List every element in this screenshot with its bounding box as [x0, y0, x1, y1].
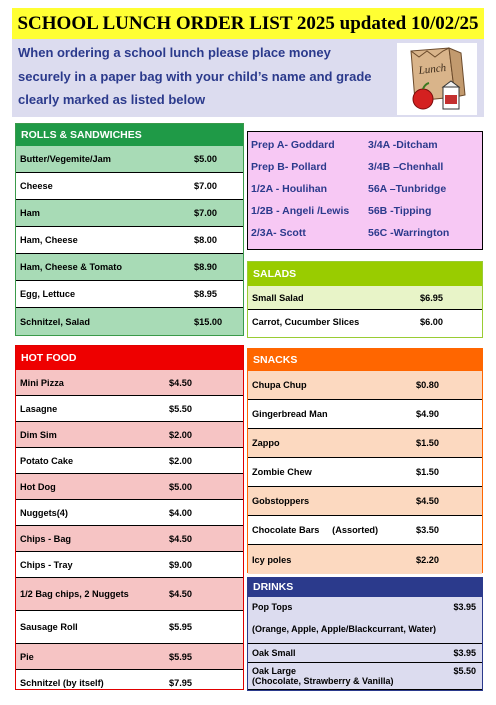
item-name: Schnitzel (by itself) — [20, 678, 104, 688]
item-price: $5.95 — [169, 651, 192, 662]
class-label: 1/2B - Angeli /Lewis — [251, 205, 350, 217]
item-price: $4.50 — [169, 533, 192, 544]
menu-row — [16, 644, 243, 670]
item-name: Pie — [20, 651, 34, 662]
menu-row — [248, 371, 482, 400]
item-name: Chocolate Bars (Assorted) — [252, 525, 379, 535]
item-price: $5.50 — [169, 403, 192, 414]
item-price: $7.00 — [194, 208, 217, 218]
item-name: Mini Pizza — [20, 377, 64, 388]
item-name: Dim Sim — [20, 429, 57, 440]
menu-row — [16, 670, 243, 696]
item-price: $3.50 — [416, 525, 439, 535]
menu-row — [16, 500, 243, 526]
item-price: $8.95 — [194, 289, 217, 299]
class-label: 56A –Tunbridge — [368, 183, 447, 195]
item-name: 1/2 Bag chips, 2 Nuggets — [20, 589, 129, 599]
item-name: Pop Tops — [252, 602, 293, 612]
item-price: $7.95 — [169, 678, 192, 688]
class-label: 1/2A - Houlihan — [251, 183, 328, 195]
menu-row — [248, 429, 482, 458]
class-label: 3/4A -Ditcham — [368, 139, 438, 151]
item-price: $4.50 — [169, 377, 192, 388]
class-label: 2/3A- Scott — [251, 227, 306, 239]
class-label: 3/4B –Chenhall — [368, 161, 444, 173]
item-name: Ham — [20, 208, 40, 218]
menu-row — [248, 286, 482, 310]
hot-food-header: HOT FOOD — [16, 346, 243, 370]
menu-row — [16, 422, 243, 448]
menu-row — [16, 370, 243, 396]
item-name: Oak Small — [252, 648, 296, 658]
item-name: Icy poles — [252, 554, 292, 565]
item-name: Cheese — [20, 181, 53, 191]
item-name: Schnitzel, Salad — [20, 316, 90, 327]
menu-row — [16, 448, 243, 474]
item-price: $6.95 — [420, 292, 443, 303]
item-price: $2.00 — [169, 455, 192, 466]
item-name: Zombie Chew — [252, 467, 312, 477]
drink-row-pop-tops — [248, 597, 482, 644]
item-price: $1.50 — [416, 467, 439, 477]
item-price: $1.50 — [416, 438, 439, 448]
menu-row — [16, 526, 243, 552]
item-name: Potato Cake — [20, 455, 74, 466]
menu-row — [16, 474, 243, 500]
item-flavours: (Orange, Apple, Apple/Blackcurrant, Water) — [252, 624, 437, 634]
page-title: SCHOOL LUNCH ORDER LIST 2025 updated 10/02/25 — [12, 8, 484, 39]
item-price: $4.50 — [169, 589, 192, 599]
menu-row — [248, 487, 482, 516]
item-name: Egg, Lettuce — [20, 289, 76, 299]
class-label: Prep A- Goddard — [251, 139, 335, 151]
class-label: Prep B- Pollard — [251, 161, 327, 173]
item-price: $5.95 — [169, 622, 192, 632]
class-label: 56B -Tipping — [368, 205, 432, 217]
item-name: Chips - Tray — [20, 559, 73, 570]
item-price: $8.90 — [194, 262, 217, 272]
intro-line: securely in a paper bag with your child’s name and grade — [18, 68, 372, 84]
item-price: $7.00 — [194, 181, 217, 191]
intro-line: When ordering a school lunch please place money — [18, 45, 331, 60]
hot-food-panel — [15, 345, 244, 690]
menu-row — [16, 611, 243, 644]
item-name: Gingerbread Man — [252, 409, 328, 419]
item-price: $4.50 — [416, 496, 439, 506]
menu-row — [16, 396, 243, 422]
menu-row — [248, 545, 482, 574]
rolls-sandwiches-panel — [15, 123, 244, 336]
item-name: Zappo — [252, 438, 280, 448]
salads-header: SALADS — [248, 262, 482, 286]
item-price: $3.95 — [453, 648, 476, 658]
menu-row — [248, 458, 482, 487]
intro-line: clearly marked as listed below — [18, 92, 206, 107]
item-name: Chupa Chup — [252, 380, 307, 390]
menu-row — [248, 310, 482, 334]
menu-row — [16, 227, 243, 254]
item-name: Small Salad — [252, 292, 304, 303]
item-price: $0.80 — [416, 380, 439, 390]
class-list-panel — [247, 131, 483, 250]
menu-row — [16, 173, 243, 200]
item-name: Ham, Cheese & Tomato — [20, 262, 122, 272]
bag-label: Lunch — [418, 62, 447, 77]
menu-row — [16, 552, 243, 578]
item-flavours: (Chocolate, Strawberry & Vanilla) — [252, 676, 394, 686]
menu-row — [16, 281, 243, 308]
item-price: $8.00 — [194, 235, 217, 245]
item-name: Oak Large — [252, 666, 297, 676]
menu-row — [16, 578, 243, 611]
row-divider — [248, 662, 482, 663]
item-name: Gobstoppers — [252, 496, 310, 506]
rolls-header: ROLLS & SANDWICHES — [16, 124, 243, 146]
item-name: Ham, Cheese — [20, 235, 78, 245]
item-price: $5.50 — [453, 666, 476, 676]
item-name: Chips - Bag — [20, 533, 72, 544]
item-name: Hot Dog — [20, 481, 56, 492]
item-name: Sausage Roll — [20, 622, 78, 632]
item-price: $9.00 — [169, 559, 192, 570]
item-price: $4.90 — [416, 409, 439, 419]
menu-row — [248, 400, 482, 429]
item-price: $2.20 — [416, 554, 439, 565]
item-price: $15.00 — [194, 316, 223, 327]
item-price: $3.95 — [453, 602, 476, 612]
snacks-header: SNACKS — [248, 349, 482, 371]
drinks-panel — [247, 577, 483, 691]
item-name: Nuggets(4) — [20, 507, 68, 518]
item-price: $2.00 — [169, 429, 192, 440]
drinks-header: DRINKS — [248, 578, 482, 597]
lunch-bag-icon — [397, 43, 477, 115]
menu-row — [16, 308, 243, 335]
salads-panel — [247, 261, 483, 338]
item-price: $5.00 — [169, 481, 192, 492]
item-price: $4.00 — [169, 507, 192, 518]
class-label: 56C -Warrington — [368, 227, 450, 239]
item-price: $5.00 — [194, 154, 217, 164]
snacks-panel — [247, 348, 483, 573]
item-name: Butter/Vegemite/Jam — [20, 154, 111, 164]
item-name: Lasagne — [20, 403, 58, 414]
intro-box — [12, 39, 484, 117]
item-name: Carrot, Cucumber Slices — [252, 317, 360, 327]
item-price: $6.00 — [420, 317, 443, 327]
menu-row — [16, 146, 243, 173]
menu-row — [16, 200, 243, 227]
intro-text — [18, 41, 398, 112]
menu-row — [16, 254, 243, 281]
menu-row — [248, 516, 482, 545]
